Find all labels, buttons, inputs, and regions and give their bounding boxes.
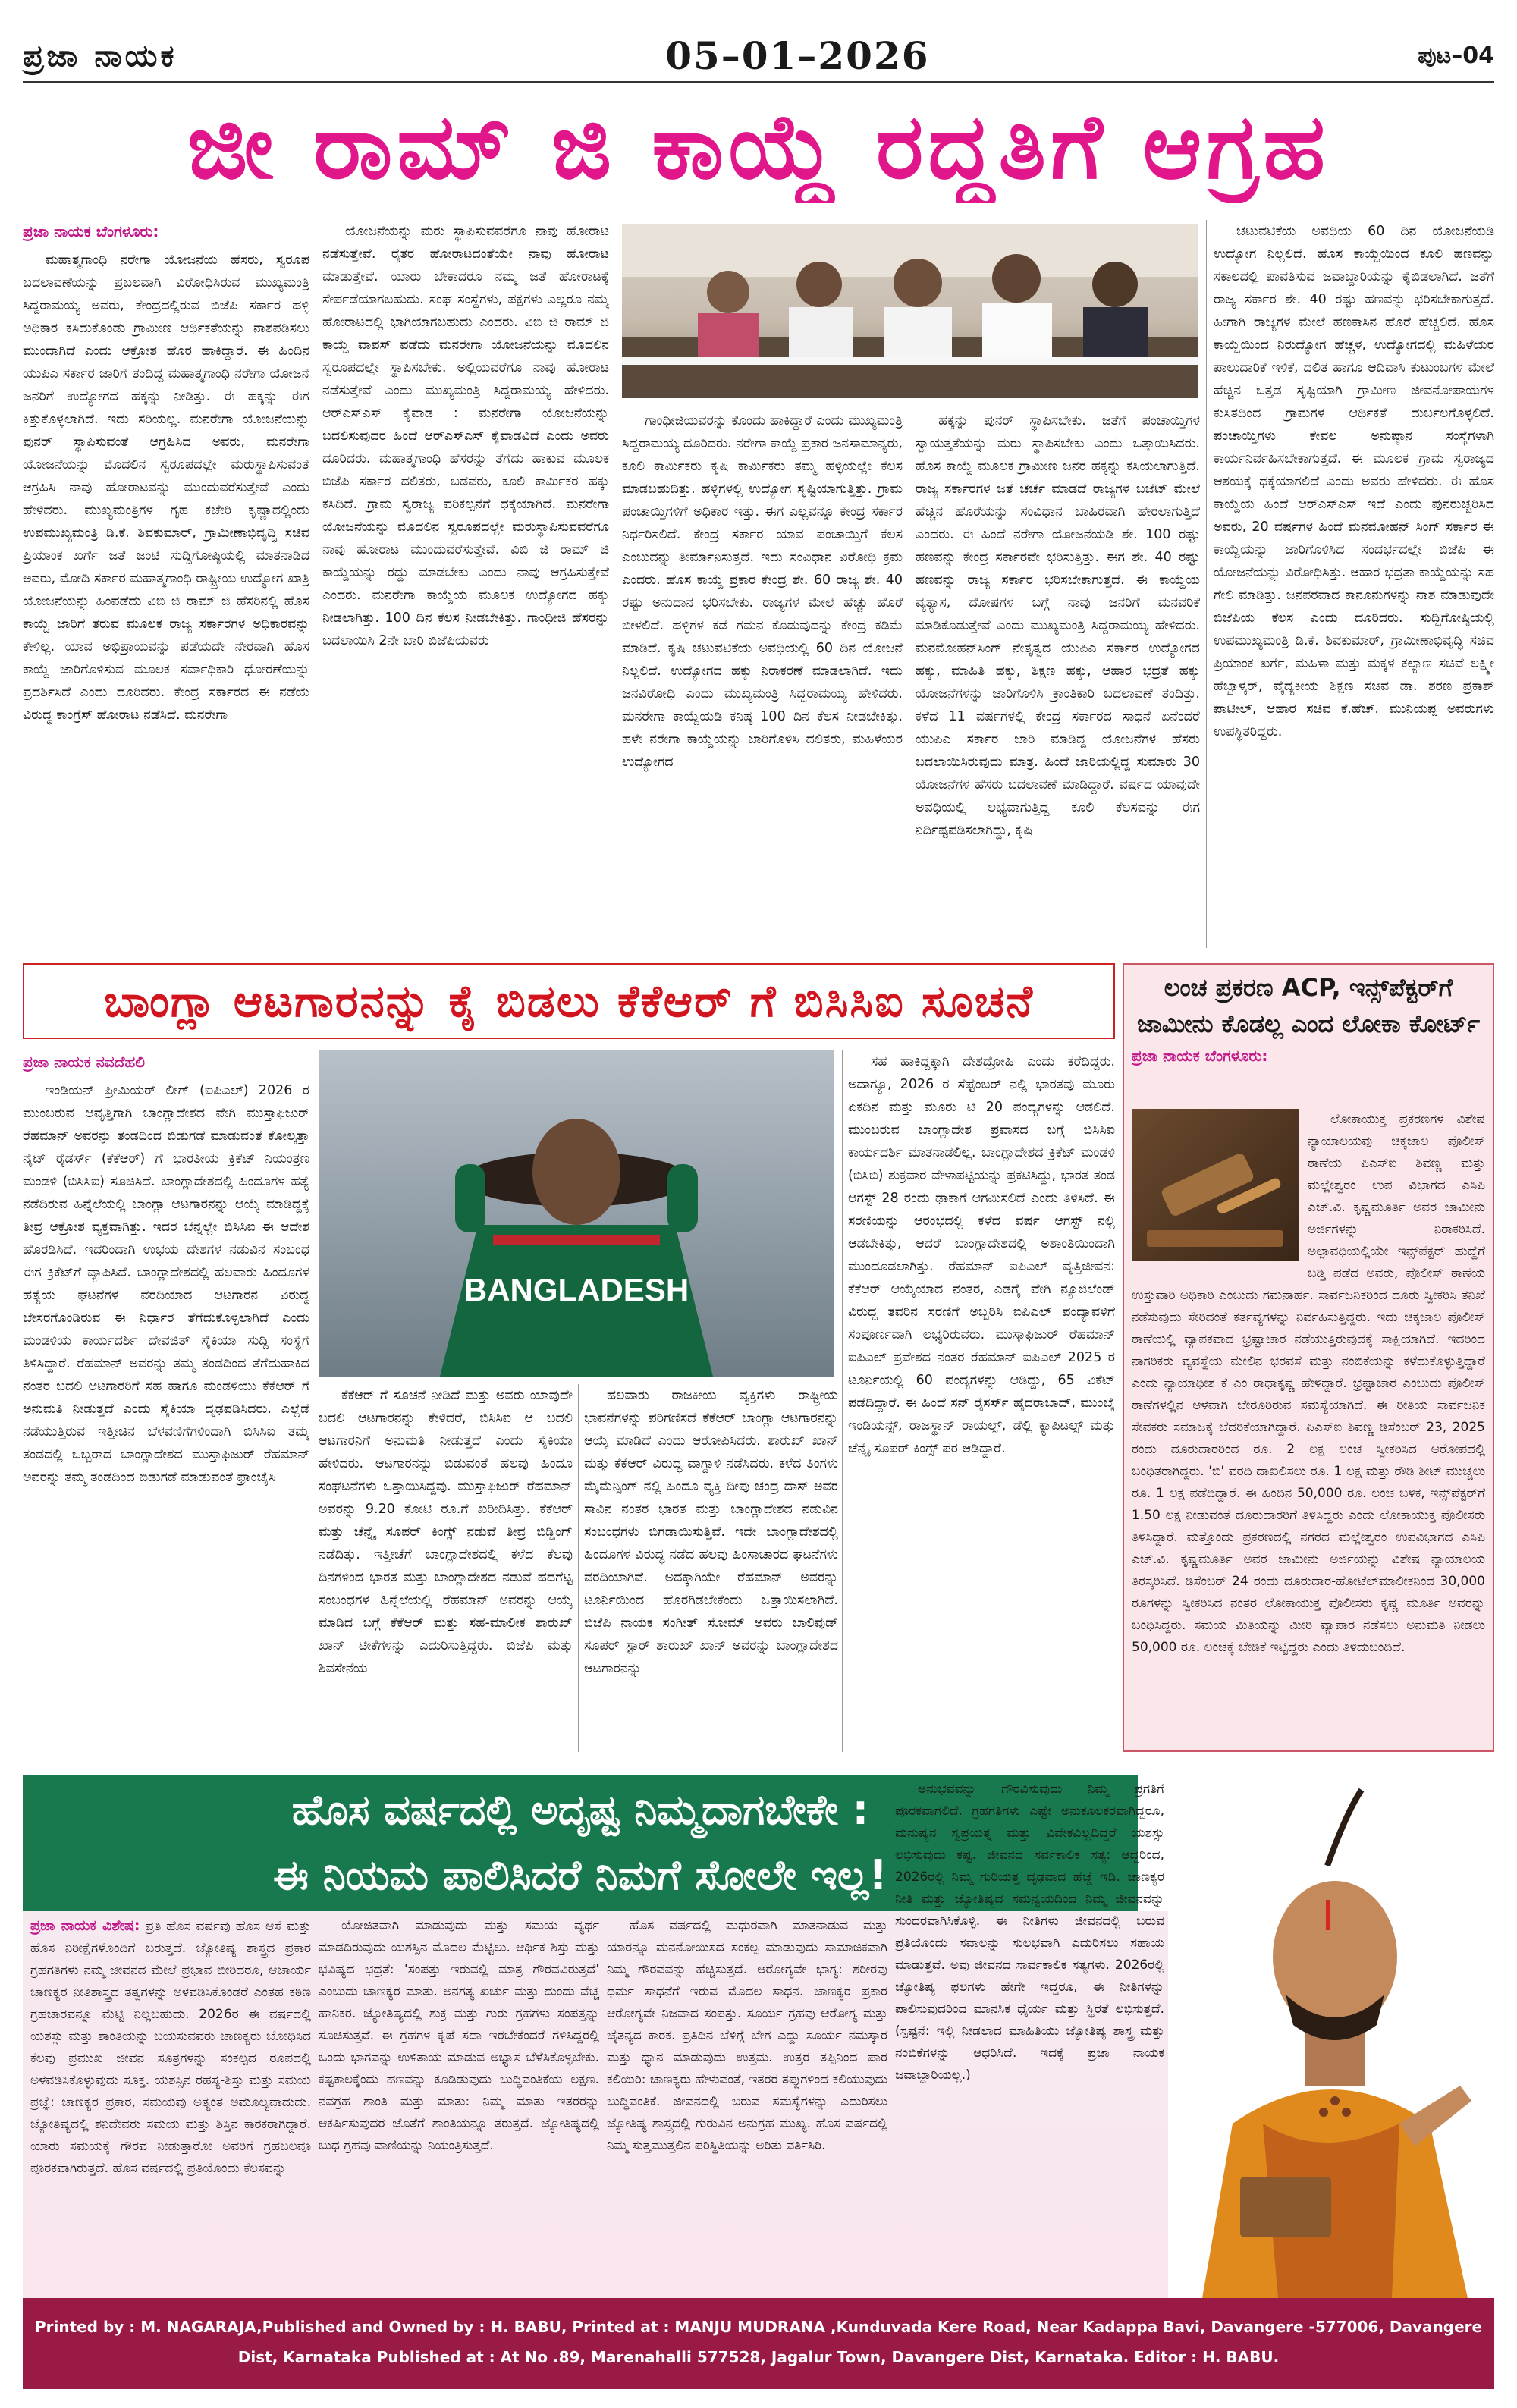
newyear-headline-line1: ಹೊಸ ವರ್ಷದಲ್ಲಿ ಅದೃಷ್ಟ ನಿಮ್ಮದಾಗಬೇಕೇ :: [291, 1786, 869, 1834]
newyear-headline-line2: ಈ ನಿಯಮ ಪಾಲಿಸಿದರೆ ನಿಮಗೆ ಸೋಲೇ ಇಲ್ಲ!: [273, 1851, 887, 1899]
imprint-footer: [23, 2298, 1494, 2389]
lokayukta-byline: ಪ್ರಜಾ ನಾಯಕ ಬೆಂಗಳೂರು:: [1132, 1047, 1268, 1065]
newyear-text-1: ಪ್ರತಿ ಹೊಸ ವರ್ಷವು ಹೊಸ ಆಸೆ ಮತ್ತು ಹೊಸ ನಿರೀಕ್ಷೆಗಳೊಂದಿಗೆ ಬರುತ್ತದೆ. ಜ್ಯೋತಿಷ್ಯ ಶಾಸ್ತ್ರದ ಪ್ರಕಾರ ಗ್ರಹಗತಿಗಳು ನಮ್ಮ ಜೀವನದ ಮೇಲೆ ಪ್ರಭಾವ ಬೀರಿದರೂ, ಆಚಾರ್ಯ ಚಾಣಕ್ಯರ ನೀತಿಶಾಸ್ತ್ರದ ತತ್ವಗಳನ್ನು ಅಳವಡಿಸಿಕೊಂಡರೆ ಎಂತಹ ಕಠಿಣ ಗ್ರಹಚಾರವನ್ನೂ ಮೆಟ್ಟಿ ನಿಲ್ಲಬಹುದು. 2026ರ ಈ ವರ್ಷದಲ್ಲಿ ಯಶಸ್ಸು ಮತ್ತು ಶಾಂತಿಯನ್ನು ಬಯಸುವವರು ಚಾಣಕ್ಯರು ಬೋಧಿಸಿದ ಕೆಲವು ಪ್ರಮುಖ ಜೀವನ ಸೂತ್ರಗಳನ್ನು ಸಂಕಲ್ಪದ ರೂಪದಲ್ಲಿ ಅಳವಡಿಸಿಕೊಳ್ಳುವುದು ಸೂಕ್ತ. ಯಶಸ್ಸಿನ ರಹಸ್ಯ-ಶಿಸ್ತು ಮತ್ತು ಸಮಯ ಪ್ರಜ್ಞೆ: ಚಾಣಕ್ಯರ ಪ್ರಕಾರ, ಸಮಯವು ಅತ್ಯಂತ ಅಮೂಲ್ಯವಾದುದು. ಜ್ಯೋತಿಷ್ಯದಲ್ಲಿ ಶನಿದೇವರು ಸಮಯ ಮತ್ತು ಶಿಸ್ತಿನ ಕಾರಕರಾಗಿದ್ದಾರೆ. ಯಾರು ಸಮಯಕ್ಕೆ ಗೌರವ ನೀಡುತ್ತಾರೋ ಅವರಿಗೆ ಗ್ರಹಬಲವೂ ಪೂರಕವಾಗಿರುತ್ತದೆ. ಹೊಸ ವರ್ಷದಲ್ಲಿ ಪ್ರತಿಯೊಂದು ಕೆಲಸವನ್ನು: [30, 1919, 311, 2176]
cricketer-photo: [319, 1050, 834, 1377]
imprint-line-1: Printed by : M. NAGARAJA,Published and Owned by : H. BABU, Printed at : MANJU MUDRANA ,Kunduvada Kere Road, Near Kadappa Bavi, Davangere -577006, Davangere: [34, 2318, 1483, 2336]
cricket-byline: ಪ್ರಜಾ ನಾಯಕ ನವದೆಹಲಿ: [23, 1053, 146, 1071]
column-divider: [578, 1384, 579, 1752]
newspaper-name: ಪ್ರಜಾ ನಾಯಕ: [23, 38, 177, 74]
lead-text-5: ಚಟುವಟಿಕೆಯ ಅವಧಿಯ 60 ದಿನ ಯೋಜನೆಯಡಿ ಉದ್ಯೋಗ ನಿಲ್ಲಲಿದೆ. ಹೊಸ ಕಾಯ್ದೆಯಿಂದ ಕೂಲಿ ಹಣವನ್ನು ಸಕಾಲದಲ್ಲಿ ಪಾವತಿಸುವ ಜವಾಬ್ದಾರಿಯನ್ನು ಕೈಬಿಡಲಾಗಿದೆ. ಜತೆಗೆ ರಾಜ್ಯ ಸರ್ಕಾರ ಶೇ. 40 ರಷ್ಟು ಹಣವನ್ನು ಭರಿಸಬೇಕಾಗುತ್ತದೆ. ಹೀಗಾಗಿ ರಾಜ್ಯಗಳ ಮೇಲೆ ಹಣಕಾಸಿನ ಹೊರೆ ಹೆಚ್ಚಲಿದೆ. ಹೊಸ ಕಾಯ್ದೆಯಿಂದ ನಿರುದ್ಯೋಗ ಹೆಚ್ಚಳ, ಉದ್ಯೋಗದಲ್ಲಿ ಮಹಿಳೆಯರ ಪಾಲುದಾರಿಕೆ ಇಳಿಕೆ, ದಲಿತ ಹಾಗೂ ಆದಿವಾಸಿ ಕುಟುಂಬಗಳ ಮೇಲೆ ಹೆಚ್ಚಿನ ಒತ್ತಡ ಸೃಷ್ಟಿಯಾಗಿ ಗ್ರಾಮೀಣ ಜೀವನೋಪಾಯಗಳ ಕುಸಿತದಿಂದ ಗ್ರಾಮಗಳ ಆರ್ಥಿಕತೆ ದುರ್ಬಲಗೊಳ್ಳಲಿದೆ. ಪಂಚಾಯ್ತಿಗಳು ಕೇವಲ ಅನುಷ್ಠಾನ ಸಂಸ್ಥೆಗಳಾಗಿ ಕಾರ್ಯನಿರ್ವಹಿಸಬೇಕಾಗುತ್ತದೆ. ಈ ಮೂಲಕ ಗ್ರಾಮ ಸ್ವರಾಜ್ಯದ ಆಶಯಕ್ಕೆ ಧಕ್ಕೆಯಾಗಲಿದೆ ಎಂದು ಅವರು ಹೇಳಿದರು. ಈ ಹೊಸ ಕಾಯ್ದೆಯ ಹಿಂದೆ ಆರ್‌ಎಸ್‌ಎಸ್ ಇದೆ ಎಂದು ಪುನರುಚ್ಚರಿಸಿದ ಅವರು, 20 ವರ್ಷಗಳ ಹಿಂದೆ ಮನಮೋಹನ್ ಸಿಂಗ್ ಸರ್ಕಾರ ಈ ಕಾಯ್ದೆಯನ್ನು ಜಾರಿಗೊಳಿಸಿದ ಸಂದರ್ಭದಲ್ಲೇ ಬಿಜೆಪಿ ಈ ಯೋಜನೆಯನ್ನು ವಿರೋಧಿಸಿತ್ತು. ಆಹಾರ ಭದ್ರತಾ ಕಾಯ್ದೆಯನ್ನು ಸಹ ಗೇಲಿ ಮಾಡಿತ್ತು. ಜನಪರವಾದ ಕಾನೂನುಗಳನ್ನು ನಾಶ ಮಾಡುವುದೇ ಬಿಜೆಪಿಯ ಕೆಲಸ ಎಂದು ದೂರಿದರು. ಸುದ್ದಿಗೋಷ್ಠಿಯಲ್ಲಿ ಉಪಮುಖ್ಯಮಂತ್ರಿ ಡಿ.ಕೆ. ಶಿವಕುಮಾರ್, ಗ್ರಾಮೀಣಾಭಿವೃದ್ಧಿ ಸಚಿವ ಪ್ರಿಯಾಂಕ ಖರ್ಗೆ, ಮಹಿಳಾ ಮತ್ತು ಮಕ್ಕಳ ಕಲ್ಯಾಣ ಸಚಿವೆ ಲಕ್ಷ್ಮೀ ಹೆಬ್ಬಾಳ್ಕರ್, ವೈದ್ಯಕೀಯ ಶಿಕ್ಷಣ ಸಚಿವ ಡಾ. ಶರಣ ಪ್ರಕಾಶ್ ಪಾಟೀಲ್, ಆಹಾರ ಸಚಿವ ಕೆ.ಹೆಚ್. ಮುನಿಯಪ್ಪ ಅವರುಗಳು ಉಪಸ್ಥಿತರಿದ್ದರು.: [1214, 224, 1494, 739]
cricket-text-2: ಕೆಕೆಆರ್ ಗೆ ಸೂಚನೆ ನೀಡಿದೆ ಮತ್ತು ಅವರು ಯಾವುದೇ ಬದಲಿ ಆಟಗಾರನನ್ನು ಕೇಳಿದರೆ, ಬಿಸಿಸಿಐ ಆ ಬದಲಿ ಆಟಗಾರನಿಗೆ ಅನುಮತಿ ನೀಡುತ್ತದೆ ಎಂದು ಸೈಕಿಯಾ ಹೇಳಿದರು. ಆಟಗಾರನನ್ನು ಬಿಡುವಂತೆ ಹಲವು ಹಿಂದೂ ಸಂಘಟನೆಗಳು ಒತ್ತಾಯಿಸಿದ್ದವು. ಮುಸ್ತಾಫಿಜುರ್ ರೆಹಮಾನ್ ಅವರನ್ನು 9.20 ಕೋಟಿ ರೂ.ಗೆ ಖರೀದಿಸಿತ್ತು. ಕೆಕೆಆರ್ ಮತ್ತು ಚೆನ್ನೈ ಸೂಪರ್ ಕಿಂಗ್ಸ್ ನಡುವೆ ತೀವ್ರ ಬಿಡ್ಡಿಂಗ್ ನಡೆದಿತ್ತು. ಇತ್ತೀಚೆಗೆ ಬಾಂಗ್ಲಾದೇಶದಲ್ಲಿ ಕಳೆದ ಕೆಲವು ದಿನಗಳಿಂದ ಭಾರತ ಮತ್ತು ಬಾಂಗ್ಲಾದೇಶದ ನಡುವೆ ಹದಗೆಟ್ಟ ಸಂಬಂಧಗಳ ಹಿನ್ನೆಲೆಯಲ್ಲಿ ರೆಹಮಾನ್ ಅವರನ್ನು ಆಯ್ಕೆ ಮಾಡಿದ ಬಗ್ಗೆ ಕೆಕೆಆರ್ ಮತ್ತು ಸಹ-ಮಾಲೀಕ ಶಾರುಖ್ ಖಾನ್ ಟೀಕೆಗಳನ್ನು ಎದುರಿಸುತ್ತಿದ್ದರು. ಬಿಜೆಪಿ ಮತ್ತು ಶಿವಸೇನೆಯ: [319, 1388, 573, 1676]
lead-byline: ಪ್ರಜಾ ನಾಯಕ ಬೆಂಗಳೂರು:: [23, 222, 159, 240]
lead-column-3: [622, 410, 903, 948]
lokayukta-headline: ಲಂಚ ಪ್ರಕರಣ ACP, ಇನ್ಸ್‌ಪೆಕ್ಟರ್‌ಗೆ ಜಾಮೀನು ಕೊಡಲ್ಲ ಎಂದ ಲೋಕಾ ಕೋರ್ಟ್: [1136, 973, 1481, 1038]
cricket-column-2: [319, 1384, 573, 1752]
imprint-line-2: Dist, Karnataka Published at : At No .89, Marenahalli 577528, Jagalur Town, Davangere Dist, Karnataka. Editor : H. BABU.: [237, 2348, 1280, 2366]
lead-text-1: ಮಹಾತ್ಮಗಾಂಧಿ ನರೇಗಾ ಯೋಜನೆಯ ಹೆಸರು, ಸ್ವರೂಪ ಬದಲಾವಣೆಯನ್ನು ಪ್ರಬಲವಾಗಿ ವಿರೋಧಿಸಿರುವ ಮುಖ್ಯಮಂತ್ರಿ ಸಿದ್ದರಾಮಯ್ಯ ಅವರು, ಕೇಂದ್ರದಲ್ಲಿರುವ ಬಿಜೆಪಿ ಸರ್ಕಾರ ಹಳ್ಳಿ ಅಧಿಕಾರ ಕಸಿದುಕೊಂಡು ಗ್ರಾಮೀಣ ಆರ್ಥಿಕತೆಯನ್ನು ನಾಶಪಡಿಸಲು ಮುಂದಾಗಿದೆ ಎಂದು ಆಕ್ರೋಶ ಹೊರ ಹಾಕಿದ್ದಾರೆ. ಈ ಹಿಂದಿನ ಯುಪಿಎ ಸರ್ಕಾರ ಜಾರಿಗೆ ತಂದಿದ್ದ ಮಹಾತ್ಮಗಾಂಧಿ ನರೇಗಾ ಯೋಜನೆ ಜನರಿಗೆ ಉದ್ಯೋಗದ ಹಕ್ಕನ್ನು ನೀಡಿತ್ತು. ಈ ಹಕ್ಕನ್ನು ಈಗ ಕಿತ್ತುಕೊಳ್ಳಲಾಗಿದೆ. ಇದು ಸರಿಯಲ್ಲ. ಮನರೇಗಾ ಯೋಜನೆಯನ್ನು ಪುನರ್ ಸ್ಥಾಪಿಸುವಂತೆ ಆಗ್ರಹಿಸಿದ ಅವರು, ಮನರೇಗಾ ಯೋಜನೆಯನ್ನು ಮೊದಲಿನ ಸ್ವರೂಪದಲ್ಲೇ ಮರುಸ್ಥಾಪಿಸುವಂತೆ ಆಗ್ರಹಿಸಿ ನಾವು ಹೋರಾಟವನ್ನು ಮುಂದುವರೆಸುತ್ತೇವೆ ಎಂದು ಹೇಳಿದರು. ಮುಖ್ಯಮಂತ್ರಿಗಳ ಗೃಹ ಕಚೇರಿ ಕೃಷ್ಣಾದಲ್ಲಿಂದು ಉಪಮುಖ್ಯಮಂತ್ರಿ ಡಿ.ಕೆ. ಶಿವಕುಮಾರ್, ಗ್ರಾಮೀಣಾಭಿವೃದ್ಧಿ ಸಚಿವ ಪ್ರಿಯಾಂಕ ಖರ್ಗೆ ಜತೆ ಜಂಟಿ ಸುದ್ದಿಗೋಷ್ಠಿಯಲ್ಲಿ ಮಾತನಾಡಿದ ಅವರು, ಮೋದಿ ಸರ್ಕಾರ ಮಹಾತ್ಮಗಾಂಧಿ ರಾಷ್ಟ್ರೀಯ ಉದ್ಯೋಗ ಖಾತ್ರಿ ಯೋಜನೆಯನ್ನು ಹಿಂಪಡೆದು ವಿಬಿ ಜಿ ರಾಮ್ ಜಿ ಹೆಸರಿನಲ್ಲಿ ಹೊಸ ಕಾಯ್ದೆ ಜಾರಿಗೆ ತರುವ ಮೂಲಕ ರಾಜ್ಯ ಸರ್ಕಾರಗಳ ಅಧಿಕಾರವನ್ನು ಕೇಳಿಲ್ಲ. ಯಾವ ಅಭಿಪ್ರಾಯವನ್ನು ಪಡೆಯದೇ ನೇರವಾಗಿ ಹೊಸ ಕಾಯ್ದೆ ಜಾರಿಗೊಳಿಸುವ ಮೂಲಕ ಸರ್ವಾಧಿಕಾರಿ ಧೋರಣೆಯನ್ನು ಪ್ರದರ್ಶಿಸಿದೆ ಎಂದು ದೂರಿದರು. ಕೇಂದ್ರ ಸರ್ಕಾರದ ಈ ನಡೆಯ ವಿರುದ್ಧ ಕಾಂಗ್ರೆಸ್ ಹೋರಾಟ ನಡೆಸಿದೆ. ಮನರೇಗಾ: [23, 253, 309, 723]
jersey-text: BANGLADESH: [463, 1272, 689, 1308]
lead-headline: ಜೀ ರಾಮ್ ಜಿ ಕಾಯ್ದೆ ರದ್ದತಿಗೆ ಆಗ್ರಹ: [187, 94, 1330, 199]
newyear-text-3: ಹೊಸ ವರ್ಷದಲ್ಲಿ ಮಧುರವಾಗಿ ಮಾತನಾಡುವ ಮತ್ತು ಯಾರನ್ನೂ ಮನನೋಯಿಸದ ಸಂಕಲ್ಪ ಮಾಡುವುದು ಸಾಮಾಜಿಕವಾಗಿ ನಿಮ್ಮ ಗೌರವವನ್ನು ಹೆಚ್ಚಿಸುತ್ತದೆ. ಆರೋಗ್ಯವೇ ಭಾಗ್ಯ: ಶರೀರವು ಧರ್ಮ ಸಾಧನೆಗೆ ಇರುವ ಮೊದಲ ಸಾಧನ. ಚಾಣಕ್ಯರ ಪ್ರಕಾರ ಆರೋಗ್ಯವೇ ನಿಜವಾದ ಸಂಪತ್ತು. ಸೂರ್ಯ ಗ್ರಹವು ಆರೋಗ್ಯ ಮತ್ತು ಚೈತನ್ಯದ ಕಾರಕ. ಪ್ರತಿದಿನ ಬೆಳಿಗ್ಗೆ ಬೇಗ ಎದ್ದು ಸೂರ್ಯ ನಮಸ್ಕಾರ ಮತ್ತು ಧ್ಯಾನ ಮಾಡುವುದು ಉತ್ತಮ. ಉತ್ತರ ತಪ್ಪಿನಿಂದ ಪಾಠ ಕಲಿಯಿರಿ: ಚಾಣಕ್ಯರು ಹೇಳುವಂತೆ, ಇತರರ ತಪ್ಪುಗಳಿಂದ ಕಲಿಯುವುದು ಬುದ್ಧಿವಂತಿಕೆ. ಜೀವನದಲ್ಲಿ ಬರುವ ಸಮಸ್ಯೆಗಳನ್ನು ಎದುರಿಸಲು ಜ್ಯೋತಿಷ್ಯ ಶಾಸ್ತ್ರದಲ್ಲಿ ಗುರುವಿನ ಅನುಗ್ರಹ ಮುಖ್ಯ. ಹೊಸ ವರ್ಷದಲ್ಲಿ ನಿಮ್ಮ ಸುತ್ತಮುತ್ತಲಿನ ಪರಿಸ್ಥಿತಿಯನ್ನು ಅರಿತು ವರ್ತಿಸಿರಿ.: [607, 1918, 887, 2153]
lead-column-5: [1214, 220, 1494, 948]
newyear-byline: ಪ್ರಜಾ ನಾಯಕ ವಿಶೇಷ:: [30, 1917, 140, 1934]
lead-column-4: [916, 220, 1200, 948]
lead-column-1: [23, 220, 309, 948]
lokayukta-box: [1123, 963, 1494, 1752]
lead-column-2: [322, 220, 609, 948]
cricket-column-1: [23, 1050, 309, 1752]
masthead: [23, 30, 1494, 83]
lokayukta-body: ಲೋಕಾಯುಕ್ತ ಪ್ರಕರಣಗಳ ವಿಶೇಷ ನ್ಯಾಯಾಲಯವು ಚಿಕ್ಕಜಾಲ ಪೊಲೀಸ್ ಠಾಣೆಯ ಪಿಎಸ್‌ಐ ಶಿವಣ್ಣ ಮತ್ತು ಮಲ್ಲೇಶ್ವರಂ ಉಪ ವಿಭಾಗದ ಎಸಿಪಿ ಎಚ್.ವಿ. ಕೃಷ್ಣಮೂರ್ತಿ ಅವರ ಜಾಮೀನು ಅರ್ಜಿಗಳನ್ನು ನಿರಾಕರಿಸಿದೆ. ಅಲ್ಪಾವಧಿಯಲ್ಲಿಯೇ ಇನ್ಸ್‌ಪೆಕ್ಟರ್ ಹುದ್ದೆಗೆ ಬಡ್ತಿ ಪಡೆದ ಅವರು, ಪೊಲೀಸ್ ಠಾಣೆಯ ಉಸ್ತುವಾರಿ ಅಧಿಕಾರಿ ಎಂಬುದು ಗಮನಾರ್ಹ. ಸಾರ್ವಜನಿಕರಿಂದ ದೂರು ಸ್ವೀಕರಿಸಿ ತನಿಖೆ ನಡೆಸುವುದು ಸೇರಿದಂತೆ ಕರ್ತವ್ಯಗಳನ್ನು ನಿರ್ವಹಿಸುತ್ತಿದ್ದರು. ಇದು ಚಿಕ್ಕಜಾಲ ಪೊಲೀಸ್ ಠಾಣೆಯಲ್ಲಿ ವ್ಯಾಪಕವಾದ ಭ್ರಷ್ಟಾಚಾರ ನಡೆಯುತ್ತಿರುವುದಕ್ಕೆ ಸಾಕ್ಷಿಯಾಗಿದೆ. ಇದರಿಂದ ನಾಗರಿಕರು ವ್ಯವಸ್ಥೆಯ ಮೇಲಿನ ಭರವಸೆ ಮತ್ತು ನಂಬಿಕೆಯನ್ನು ಕಳೆದುಕೊಳ್ಳುತ್ತಿದ್ದಾರೆ ಎಂದು ನ್ಯಾಯಾಧೀಶ ಕೆ ಎಂ ರಾಧಾಕೃಷ್ಣ ಹೇಳಿದ್ದಾರೆ. ಭ್ರಷ್ಟಾಚಾರ ಎಂಬುದು ಪೊಲೀಸ್ ಠಾಣೆಗಳಲ್ಲಿನ ಆಳವಾಗಿ ಬೇರೂರಿರುವ ಸಮಸ್ಯೆಯಾಗಿದೆ. ಈ ರೀತಿಯ ಸಾರ್ವಜನಿಕ ಸೇವಕರು ಸಮಾಜಕ್ಕೆ ಬೆದರಿಕೆಯಾಗಿದ್ದಾರೆ. ಪಿಎಸ್‌ಐ ಶಿವಣ್ಣ ಡಿಸೆಂಬರ್ 23, 2025 ರಂದು ದೂರುದಾರರಿಂದ ರೂ. 2 ಲಕ್ಷ ಲಂಚ ಸ್ವೀಕರಿಸಿದ ಆರೋಪದಲ್ಲಿ ಬಂಧಿತರಾಗಿದ್ದರು. 'ಬಿ' ವರದಿ ದಾಖಲಿಸಲು ರೂ. 1 ಲಕ್ಷ ಮತ್ತು ರೌಡಿ ಶೀಟ್ ಮುಚ್ಚಲು ರೂ. 1 ಲಕ್ಷ ಪಡೆದಿದ್ದಾರೆ. ಈ ಹಿಂದಿನ 50,000 ರೂ. ಲಂಚ ಬಳಿಕ, ಇನ್ಸ್‌ಪೆಕ್ಟರ್‌ಗೆ 1.50 ಲಕ್ಷ ನೀಡುವಂತೆ ದೂರುದಾರರಿಗೆ ತಿಳಿಸಿದ್ದರು ಎಂದು ಲೋಕಾಯುಕ್ತ ಪೊಲೀಸರು ತಿಳಿಸಿದ್ದಾರೆ. ಮತ್ತೊಂದು ಪ್ರಕರಣದಲ್ಲಿ ನಗರದ ಮಲ್ಲೇಶ್ವರಂ ಉಪವಿಭಾಗದ ಎಸಿಪಿ ಎಚ್.ವಿ. ಕೃಷ್ಣಮೂರ್ತಿ ಅವರ ಜಾಮೀನು ಅರ್ಜಿಯನ್ನು ವಿಶೇಷ ನ್ಯಾಯಾಲಯ ತಿರಸ್ಕರಿಸಿದೆ. ಡಿಸೆಂಬರ್ 24 ರಂದು ದೂರುದಾರ-ಹೋಟೆಲ್‌ಮಾಲೀಕನಿಂದ 30,000 ರೂಗಳನ್ನು ಸ್ವೀಕರಿಸಿದ ನಂತರ ಲೋಕಾಯುಕ್ತ ಪೊಲೀಸರು ಕೃಷ್ಣ ಮೂರ್ತಿ ಅವರನ್ನು ಬಂಧಿಸಿದ್ದರು. ಸಮಯ ಮಿತಿಯನ್ನು ಮೀರಿ ವ್ಯಾಪಾರ ನಡೆಸಲು ಅನುಮತಿ ನೀಡಲು 50,000 ರೂ. ಲಂಚಕ್ಕೆ ಬೇಡಿಕೆ ಇಟ್ಟಿದ್ದರು ಎಂದು ತಿಳಿದುಬಂದಿದೆ.: [1132, 1112, 1485, 1655]
newyear-column-2: [319, 1915, 599, 2294]
chanakya-illustration: [1172, 1767, 1494, 2298]
lead-text-2: ಯೋಜನೆಯನ್ನು ಮರು ಸ್ಥಾಪಿಸುವವರೆಗೂ ನಾವು ಹೋರಾಟ ನಡೆಸುತ್ತೇವೆ. ರೈತರ ಹೋರಾಟದಂತೆಯೇ ನಾವು ಹೋರಾಟ ಮಾಡುತ್ತೇವೆ. ಯಾರು ಬೇಕಾದರೂ ನಮ್ಮ ಜತೆ ಹೋರಾಟಕ್ಕೆ ಸೇರ್ಪಡೆಯಾಗಬಹುದು. ಸಂಘ ಸಂಸ್ಥೆಗಳು, ಪಕ್ಷಗಳು ಎಲ್ಲರೂ ನಮ್ಮ ಹೋರಾಟದಲ್ಲಿ ಭಾಗಿಯಾಗಬಹುದು ಎಂದರು. ವಿಬಿ ಜಿ ರಾಮ್ ಜಿ ಕಾಯ್ದೆ ವಾಪಸ್ ಪಡೆದು ಮನರೇಗಾ ಯೋಜನೆಯನ್ನು ಮೊದಲಿನ ಸ್ವರೂಪದಲ್ಲೇ ಸ್ಥಾಪಿಸಬೇಕು. ಅಲ್ಲಿಯವರೆಗೂ ನಾವು ಹೋರಾಟ ನಡೆಸುತ್ತೇವೆ ಎಂದು ಮುಖ್ಯಮಂತ್ರಿ ಸಿದ್ದರಾಮಯ್ಯ ಹೇಳಿದರು. ಆರ್‌ಎಸ್‌ಎಸ್ ಕೈವಾಡ : ಮನರೇಗಾ ಯೋಜನೆಯನ್ನು ಬದಲಿಸುವುದರ ಹಿಂದೆ ಆರ್‌ಎಸ್‌ಎಸ್ ಕೈವಾಡವಿದೆ ಎಂದು ಅವರು ದೂರಿದರು. ಮಹಾತ್ಮಗಾಂಧಿ ಹೆಸರನ್ನು ತೆಗೆದು ಹಾಕುವ ಮೂಲಕ ಬಿಜೆಪಿ ಸರ್ಕಾರ ದಲಿತರು, ಬಡವರು, ಕೂಲಿ ಕಾರ್ಮಿಕರ ಹಕ್ಕು ಕಸಿದಿದೆ. ಗ್ರಾಮ ಸ್ವರಾಜ್ಯ ಪರಿಕಲ್ಪನೆಗೆ ಧಕ್ಕೆಯಾಗಿದೆ. ಮನರೇಗಾ ಯೋಜನೆಯನ್ನು ಮೊದಲಿನ ಸ್ವರೂಪದಲ್ಲೇ ಮರುಸ್ಥಾಪಿಸುವವರೆಗೂ ನಾವು ಹೋರಾಟ ಮುಂದುವರೆಸುತ್ತೇವೆ. ವಿಬಿ ಜಿ ರಾಮ್ ಜಿ ಕಾಯ್ದೆಯನ್ನು ರದ್ದು ಮಾಡಬೇಕು ಎಂದು ನಾವು ಆಗ್ರಹಿಸುತ್ತೇವೆ ಎಂದರು. ಮನರೇಗಾ ಕಾಯ್ದೆಯ ಮೂಲಕ ಉದ್ಯೋಗದ ಹಕ್ಕು ನೀಡಲಾಗಿತ್ತು. 100 ದಿನ ಕೆಲಸ ನೀಡಬೇಕಿತ್ತು. ಗಾಂಧೀಜಿ ಹೆಸರನ್ನು ಬದಲಾಯಿಸಿ 2ನೇ ಬಾರಿ ಬಿಜೆಪಿಯವರು: [322, 224, 609, 648]
lead-text-4: ಹಕ್ಕನ್ನು ಪುನರ್ ಸ್ಥಾಪಿಸಬೇಕು. ಜತೆಗೆ ಪಂಚಾಯ್ತಿಗಳ ಸ್ವಾಯತ್ತತೆಯನ್ನು ಮರು ಸ್ಥಾಪಿಸಬೇಕು ಎಂದು ಒತ್ತಾಯಿಸಿದರು. ಹೊಸ ಕಾಯ್ದೆ ಮೂಲಕ ಗ್ರಾಮೀಣ ಜನರ ಹಕ್ಕನ್ನು ಕಸಿಯಲಾಗುತ್ತಿದೆ. ರಾಜ್ಯ ಸರ್ಕಾರಗಳ ಜತೆ ಚರ್ಚೆ ಮಾಡದೆ ರಾಜ್ಯಗಳ ಬಜೆಟ್ ಮೇಲೆ ಹೆಚ್ಚಿನ ಹೊರೆಯನ್ನು ಸಂವಿಧಾನ ಬಾಹಿರವಾಗಿ ಹೇರಲಾಗುತ್ತಿದೆ ಎಂದರು. ಈ ಹಿಂದೆ ನರೇಗಾ ಯೋಜನೆಯಡಿ ಶೇ. 100 ರಷ್ಟು ಹಣವನ್ನು ಕೇಂದ್ರ ಸರ್ಕಾರವೇ ಭರಿಸುತ್ತಿತ್ತು. ಈಗ ಶೇ. 40 ರಷ್ಟು ಹಣವನ್ನು ರಾಜ್ಯ ಸರ್ಕಾರ ಭರಿಸಬೇಕಾಗುತ್ತದೆ. ಈ ಕಾಯ್ದೆಯ ವ್ಯತ್ಯಾಸ, ದೋಷಗಳ ಬಗ್ಗೆ ನಾವು ಜನರಿಗೆ ಮನವರಿಕೆ ಮಾಡಿಕೊಡುತ್ತೇವೆ ಎಂದು ಮುಖ್ಯಮಂತ್ರಿ ಸಿದ್ದರಾಮಯ್ಯ ಹೇಳಿದರು. ಮನಮೋಹನ್‌ಸಿಂಗ್ ನೇತೃತ್ವದ ಯುಪಿಎ ಸರ್ಕಾರ ಉದ್ಯೋಗದ ಹಕ್ಕು, ಮಾಹಿತಿ ಹಕ್ಕು, ಶಿಕ್ಷಣ ಹಕ್ಕು, ಆಹಾರ ಭದ್ರತೆ ಹಕ್ಕು ಯೋಜನೆಗಳನ್ನು ಜಾರಿಗೊಳಿಸಿ ಕ್ರಾಂತಿಕಾರಿ ಬದಲಾವಣೆ ತಂದಿತ್ತು. ಕಳೆದ 11 ವರ್ಷಗಳಲ್ಲಿ ಕೇಂದ್ರ ಸರ್ಕಾರದ ಸಾಧನೆ ಏನೆಂದರೆ ಯುಪಿಎ ಸರ್ಕಾರ ಜಾರಿ ಮಾಡಿದ್ದ ಯೋಜನೆಗಳ ಹೆಸರು ಬದಲಾಯಿಸಿರುವುದು ಮಾತ್ರ. ಹಿಂದೆ ಜಾರಿಯಲ್ಲಿದ್ದ ಸುಮಾರು 30 ಯೋಜನೆಗಳ ಹೆಸರು ಬದಲಾವಣೆ ಮಾಡಿದ್ದಾರೆ. ವರ್ಷದ ಯಾವುದೇ ಅವಧಿಯಲ್ಲಿ ಲಭ್ಯವಾಗುತ್ತಿದ್ದ ಕೂಲಿ ಕೆಲಸವನ್ನು ಈಗ ನಿರ್ದಿಷ್ಟಪಡಿಸಲಾಗಿದ್ದು, ಕೃಷಿ: [916, 413, 1200, 838]
cricket-headline: ಬಾಂಗ್ಲಾ ಆಟಗಾರನನ್ನು ಕೈ ಬಿಡಲು ಕೆಕೆಆರ್ ಗೆ ಬಿಸಿಸಿಐ ಸೂಚನೆ: [23, 963, 1115, 1039]
column-divider: [842, 1050, 843, 1752]
newyear-column-3: [607, 1915, 887, 2294]
cricket-text-1: ಇಂಡಿಯನ್ ಪ್ರೀಮಿಯರ್ ಲೀಗ್ (ಐಪಿಎಲ್) 2026 ರ ಮುಂಬರುವ ಆವೃತ್ತಿಗಾಗಿ ಬಾಂಗ್ಲಾದೇಶದ ವೇಗಿ ಮುಸ್ತಾಫಿಜುರ್ ರೆಹಮಾನ್ ಅವರನ್ನು ತಂಡದಿಂದ ಬಿಡುಗಡೆ ಮಾಡುವಂತೆ ಕೋಲ್ಕತ್ತಾ ನೈಟ್ ರೈಡರ್ಸ್ (ಕೆಕೆಆರ್) ಗೆ ಭಾರತೀಯ ಕ್ರಿಕೆಟ್ ನಿಯಂತ್ರಣ ಮಂಡಳಿ (ಬಿಸಿಸಿಐ) ಸೂಚಿಸಿದೆ. ಬಾಂಗ್ಲಾದೇಶದಲ್ಲಿ ಹಿಂದೂಗಳ ಹತ್ಯೆ ನಡೆದಿರುವ ಹಿನ್ನೆಲೆಯಲ್ಲಿ ಬಾಂಗ್ಲಾ ಆಟಗಾರನನ್ನು ಆಯ್ಕೆ ಮಾಡಿದ್ದಕ್ಕೆ ತೀವ್ರ ಆಕ್ರೋಶ ವ್ಯಕ್ತವಾಗಿತ್ತು. ಇದರ ಬೆನ್ನಲ್ಲೇ ಬಿಸಿಸಿಐ ಈ ಆದೇಶ ಹೊರಡಿಸಿದೆ. ಇದರಿಂದಾಗಿ ಉಭಯ ದೇಶಗಳ ನಡುವಿನ ಸಂಬಂಧ ಈಗ ಕ್ರಿಕೆಟ್‌ಗೆ ವ್ಯಾಪಿಸಿದೆ. ಬಾಂಗ್ಲಾದೇಶದಲ್ಲಿ ಹಲವಾರು ಹಿಂದೂಗಳ ಹತ್ಯೆಯ ಘಟನೆಗಳ ವರದಿಯಾದ ಆಟಗಾರನ ವಿರುದ್ಧ ಬೇಸರಗೊಂಡಿರುವ ಈ ನಿರ್ಧಾರ ತೆಗೆದುಕೊಳ್ಳಲಾಗಿದೆ ಎಂದು ಮಂಡಳಿಯ ಕಾರ್ಯದರ್ಶಿ ದೇವಜಿತ್ ಸೈಕಿಯಾ ಸುದ್ದಿ ಸಂಸ್ಥೆಗೆ ತಿಳಿಸಿದ್ದಾರೆ. ರೆಹಮಾನ್ ಅವರನ್ನು ತಮ್ಮ ತಂಡದಿಂದ ತೆಗೆದುಹಾಕಿದ ನಂತರ ಬದಲಿ ಆಟಗಾರರಿಗೆ ಸಹ ಹಾಗೂ ಮಂಡಳಿಯು ಕೆಕೆಆರ್ ಗೆ ಅನುಮತಿ ನೀಡುತ್ತದೆ ಎಂದು ಸೈಕಿಯಾ ದೃಢಪಡಿಸಿದರು. ಎಲ್ಲೆಡೆ ನಡೆಯುತ್ತಿರುವ ಇತ್ತೀಚಿನ ಬೆಳವಣಿಗೆಗಳಿಂದಾಗಿ ಬಿಸಿಸಿಐ ತಮ್ಮ ತಂಡದಲ್ಲಿ ಒಬ್ಬರಾದ ಬಾಂಗ್ಲಾದೇಶದ ಮುಸ್ತಾಫಿಜುರ್ ರೆಹಮಾನ್ ಅವರನ್ನು ತಮ್ಮ ತಂಡದಿಂದ ಬಿಡುಗಡೆ ಮಾಡುವಂತೆ ಫ್ರಾಂಚೈಸಿ: [23, 1083, 309, 1485]
cricket-text-4: ಸಹ ಹಾಕಿದ್ದಕ್ಕಾಗಿ ದೇಶದ್ರೋಹಿ ಎಂದು ಕರೆದಿದ್ದರು. ಅದಾಗ್ಯೂ, 2026 ರ ಸೆಪ್ಟೆಂಬರ್ ನಲ್ಲಿ ಭಾರತವು ಮೂರು ಏಕದಿನ ಮತ್ತು ಮೂರು ಟಿ 20 ಪಂದ್ಯಗಳನ್ನು ಆಡಲಿದೆ. ಮುಂಬರುವ ಬಾಂಗ್ಲಾದೇಶ ಪ್ರವಾಸದ ಬಗ್ಗೆ ಬಿಸಿಸಿಐ ಕಾರ್ಯದರ್ಶಿ ಮಾತನಾಡಲಿಲ್ಲ. ಬಾಂಗ್ಲಾದೇಶದ ಕ್ರಿಕೆಟ್ ಮಂಡಳಿ (ಬಿಸಿಬಿ) ಶುಕ್ರವಾರ ವೇಳಾಪಟ್ಟಿಯನ್ನು ಪ್ರಕಟಿಸಿದ್ದು, ಭಾರತ ತಂಡ ಆಗಸ್ಟ್ 28 ರಂದು ಢಾಕಾಗೆ ಆಗಮಿಸಲಿದೆ ಎಂದು ತಿಳಿಸಿದೆ. ಈ ಸರಣಿಯನ್ನು ಆರಂಭದಲ್ಲಿ ಕಳೆದ ವರ್ಷ ಆಗಸ್ಟ್ ನಲ್ಲಿ ಆಡಬೇಕಿತ್ತು, ಆದರೆ ಬಾಂಗ್ಲಾದೇಶದಲ್ಲಿ ಅಶಾಂತಿಯಿಂದಾಗಿ ಮುಂದೂಡಲಾಗಿತ್ತು. ರೆಹಮಾನ್ ಐಪಿಎಲ್ ವೃತ್ತಿಜೀವನ: ಕೆಕೆಆರ್ ಆಯ್ಕೆಯಾದ ನಂತರ, ಎಡಗೈ ವೇಗಿ ನ್ಯೂಜಿಲೆಂಡ್ ವಿರುದ್ಧ ತವರಿನ ಸರಣಿಗೆ ಅಬ್ಬರಿಸಿ ಐಪಿಎಲ್ ಪಂದ್ಯಾವಳಿಗೆ ಸಂಪೂರ್ಣವಾಗಿ ಲಭ್ಯರಿರುವರು. ಮುಸ್ತಾಫಿಜುರ್ ರೆಹಮಾನ್ ಐಪಿಎಲ್ ಪ್ರವೇಶದ ನಂತರ ರೆಹಮಾನ್ ಐಪಿಎಲ್ 2025 ರ ಟೂರ್ನಿಯಲ್ಲಿ 60 ಪಂದ್ಯಗಳನ್ನು ಆಡಿದ್ದು, 65 ವಿಕೆಟ್ ಪಡೆದಿದ್ದಾರೆ. ಈ ಹಿಂದೆ ಸನ್ ರೈಸರ್ಸ್ ಹೈದರಾಬಾದ್, ಮುಂಬೈ ಇಂಡಿಯನ್ಸ್, ರಾಜಸ್ಥಾನ್ ರಾಯಲ್ಸ್, ಡೆಲ್ಲಿ ಕ್ಯಾಪಿಟಲ್ಸ್ ಮತ್ತು ಚೆನ್ನೈ ಸೂಪರ್ ಕಿಂಗ್ಸ್ ಪರ ಆಡಿದ್ದಾರೆ.: [848, 1054, 1115, 1456]
cricket-column-4: [848, 1050, 1115, 1752]
cricket-text-3: ಹಲವಾರು ರಾಜಕೀಯ ವ್ಯಕ್ತಿಗಳು ರಾಷ್ಟ್ರೀಯ ಭಾವನೆಗಳನ್ನು ಪರಿಗಣಿಸದೆ ಕೆಕೆಆರ್ ಬಾಂಗ್ಲಾ ಆಟಗಾರನನ್ನು ಆಯ್ಕೆ ಮಾಡಿದೆ ಎಂದು ಆರೋಪಿಸಿದರು. ಶಾರುಖ್ ಖಾನ್ ಮತ್ತು ಕೆಕೆಆರ್ ವಿರುದ್ಧ ವಾಗ್ದಾಳಿ ನಡೆಸಿದರು. ಕಳೆದ ತಿಂಗಳು ಮೈಮೆನ್ಸಿಂಗ್ ನಲ್ಲಿ ಹಿಂದೂ ವ್ಯಕ್ತಿ ದೀಪು ಚಂದ್ರ ದಾಸ್ ಅವರ ಸಾವಿನ ನಂತರ ಭಾರತ ಮತ್ತು ಬಾಂಗ್ಲಾದೇಶದ ನಡುವಿನ ಸಂಬಂಧಗಳು ಬಿಗಡಾಯಿಸುತ್ತಿವೆ. ಇದೇ ಬಾಂಗ್ಲಾದೇಶದಲ್ಲಿ ಹಿಂದೂಗಳ ವಿರುದ್ಧ ನಡೆದ ಹಲವು ಹಿಂಸಾಚಾರದ ಘಟನೆಗಳು ವರದಿಯಾಗಿವೆ. ಅದಕ್ಕಾಗಿಯೇ ರೆಹಮಾನ್ ಅವರನ್ನು ಟೂರ್ನಿಯಿಂದ ಹೊರಗಿಡಬೇಕೆಂದು ಒತ್ತಾಯಿಸಲಾಗಿದೆ. ಬಿಜೆಪಿ ನಾಯಕ ಸಂಗೀತ್ ಸೋಮ್ ಅವರು ಬಾಲಿವುಡ್ ಸೂಪರ್ ಸ್ಟಾರ್ ಶಾರುಖ್ ಖಾನ್ ಅವರನ್ನು ಬಾಂಗ್ಲಾದೇಶದ ಆಟಗಾರನನ್ನು: [584, 1388, 838, 1676]
newyear-text-2: ಯೋಜಿತವಾಗಿ ಮಾಡುವುದು ಮತ್ತು ಸಮಯ ವ್ಯರ್ಥ ಮಾಡದಿರುವುದು ಯಶಸ್ಸಿನ ಮೊದಲ ಮೆಟ್ಟಿಲು. ಆರ್ಥಿಕ ಶಿಸ್ತು ಮತ್ತು ಭವಿಷ್ಯದ ಭದ್ರತೆ: 'ಸಂಪತ್ತು ಇರುವಲ್ಲಿ ಮಾತ್ರ ಗೌರವವಿರುತ್ತದೆ' ಎಂಬುದು ಚಾಣಕ್ಯರ ಮಾತು. ಅನಗತ್ಯ ಖರ್ಚು ಮತ್ತು ದುಂದು ವೆಚ್ಚ ಹಾನಿಕರ. ಜ್ಯೋತಿಷ್ಯದಲ್ಲಿ ಶುಕ್ರ ಮತ್ತು ಗುರು ಗ್ರಹಗಳು ಸಂಪತ್ತನ್ನು ಸೂಚಿಸುತ್ತವೆ. ಈ ಗ್ರಹಗಳ ಕೃಪೆ ಸದಾ ಇರಬೇಕೆಂದರೆ ಗಳಿಸಿದ್ದರಲ್ಲಿ ಒಂದು ಭಾಗವನ್ನು ಉಳಿತಾಯ ಮಾಡುವ ಅಭ್ಯಾಸ ಬೆಳೆಸಿಕೊಳ್ಳಬೇಕು. ಕಷ್ಟಕಾಲಕ್ಕೆಂದು ಹಣವನ್ನು ಕೂಡಿಡುವುದು ಬುದ್ಧಿವಂತಿಕೆಯ ಲಕ್ಷಣ. ನವಗ್ರಹ ಶಾಂತಿ ಮತ್ತು ಮಾತು: ನಿಮ್ಮ ಮಾತು ಇತರರನ್ನು ಆಕರ್ಷಿಸುವುದರ ಜೊತೆಗೆ ಶಾಂತಿಯನ್ನೂ ತರುತ್ತದೆ. ಜ್ಯೋತಿಷ್ಯದಲ್ಲಿ ಬುಧ ಗ್ರಹವು ವಾಣಿಯನ್ನು ನಿಯಂತ್ರಿಸುತ್ತದೆ.: [319, 1918, 599, 2153]
page-number: ಪುಟ–04: [1418, 42, 1494, 69]
column-divider: [1206, 220, 1207, 948]
newyear-text-4: ಅನುಭವವನ್ನು ಗೌರವಿಸುವುದು ನಿಮ್ಮ ಪ್ರಗತಿಗೆ ಪೂರಕವಾಗಲಿದೆ. ಗ್ರಹಗತಿಗಳು ಎಷ್ಟೇ ಅನುಕೂಲಕರವಾಗಿದ್ದರೂ, ಮನುಷ್ಯನ ಸ್ವಪ್ರಯತ್ನ ಮತ್ತು ವಿವೇಕವಿಲ್ಲದಿದ್ದರೆ ಯಶಸ್ಸು ಲಭಿಸುವುದು ಕಷ್ಟ. ಜೀವನದ ಸರ್ವಕಾಲಿಕ ಸತ್ಯ: ಆದ್ದರಿಂದ, 2026ರಲ್ಲಿ ನಿಮ್ಮ ಗುರಿಯತ್ತ ದೃಢವಾದ ಹೆಜ್ಜೆ ಇಡಿ. ಚಾಣಕ್ಯರ ನೀತಿ ಮತ್ತು ಜ್ಯೋತಿಷ್ಯದ ಸಮನ್ವಯದಿಂದ ನಿಮ್ಮ ಜೀವನವನ್ನು ಸುಂದರವಾಗಿಸಿಕೊಳ್ಳಿ. ಈ ನೀತಿಗಳು ಜೀವನದಲ್ಲಿ ಬರುವ ಪ್ರತಿಯೊಂದು ಸವಾಲನ್ನು ಸುಲಭವಾಗಿ ಎದುರಿಸಲು ಸಹಾಯ ಮಾಡುತ್ತವೆ. ಅವು ಜೀವನದ ಸಾರ್ವಕಾಲಿಕ ಸತ್ಯಗಳು. 2026ರಲ್ಲಿ ಜ್ಯೋತಿಷ್ಯ ಫಲಗಳು ಹೇಗೇ ಇದ್ದರೂ, ಈ ನೀತಿಗಳನ್ನು ಪಾಲಿಸುವುದರಿಂದ ಮಾನಸಿಕ ಧೈರ್ಯ ಮತ್ತು ಸ್ಥಿರತೆ ಲಭಿಸುತ್ತದೆ. (ಸ್ಪಷ್ಟನೆ: ಇಲ್ಲಿ ನೀಡಲಾದ ಮಾಹಿತಿಯು ಜ್ಯೋತಿಷ್ಯ ಶಾಸ್ತ್ರ ಮತ್ತು ನಂಬಿಕೆಗಳನ್ನು ಆಧರಿಸಿದೆ. ಇದಕ್ಕೆ ಪ್ರಜಾ ನಾಯಕ ಜವಾಬ್ದಾರಿಯಲ್ಲ.): [895, 1782, 1164, 2083]
lead-text-3: ಗಾಂಧೀಜಿಯವರನ್ನು ಕೊಂದು ಹಾಕಿದ್ದಾರೆ ಎಂದು ಮುಖ್ಯಮಂತ್ರಿ ಸಿದ್ದರಾಮಯ್ಯ ದೂರಿದರು. ನರೇಗಾ ಕಾಯ್ದೆ ಪ್ರಕಾರ ಜನಸಾಮಾನ್ಯರು, ಕೂಲಿ ಕಾರ್ಮಿಕರು ಕೃಷಿ ಕಾರ್ಮಿಕರು ತಮ್ಮ ಹಳ್ಳಿಯಲ್ಲೇ ಕೆಲಸ ಮಾಡಬಹುದಿತ್ತು. ಹಳ್ಳಿಗಳಲ್ಲಿ ಉದ್ಯೋಗ ಸೃಷ್ಟಿಯಾಗುತ್ತಿತ್ತು. ಗ್ರಾಮ ಪಂಚಾಯ್ತಿಗಳಿಗೆ ಅಧಿಕಾರ ಇತ್ತು. ಈಗ ಎಲ್ಲವನ್ನೂ ಕೇಂದ್ರ ಸರ್ಕಾರ ನಿರ್ಧರಿಸಲಿದೆ. ಕೇಂದ್ರ ಸರ್ಕಾರ ಯಾವ ಪಂಚಾಯ್ತಿಗೆ ಕೆಲಸ ಎಂಬುದನ್ನು ತೀರ್ಮಾನಿಸುತ್ತದೆ. ಇದು ಸಂವಿಧಾನ ವಿರೋಧಿ ಕ್ರಮ ಎಂದರು. ಹೊಸ ಕಾಯ್ದೆ ಪ್ರಕಾರ ಕೇಂದ್ರ ಶೇ. 60 ರಾಜ್ಯ ಶೇ. 40 ರಷ್ಟು ಅನುದಾನ ಭರಿಸಬೇಕು. ರಾಜ್ಯಗಳ ಮೇಲೆ ಹೆಚ್ಚು ಹೊರೆ ಬೀಳಲಿದೆ. ಹಳ್ಳಿಗಳ ಕಡೆ ಗಮನ ಕೊಡುವುದನ್ನು ಕೇಂದ್ರ ಕಡಿಮೆ ಮಾಡಿದೆ. ಕೃಷಿ ಚಟುವಟಿಕೆಯ ಅವಧಿಯಲ್ಲಿ 60 ದಿನ ಯೋಜನೆ ನಿಲ್ಲಲಿದೆ. ಉದ್ಯೋಗದ ಹಕ್ಕು ನಿರಾಕರಣೆ ಮಾಡಲಾಗಿದೆ. ಇದು ಜನವಿರೋಧಿ ಎಂದು ಮುಖ್ಯಮಂತ್ರಿ ಸಿದ್ದರಾಮಯ್ಯ ಹೇಳಿದರು. ಮನರೇಗಾ ಕಾಯ್ದೆಯಡಿ ಕನಿಷ್ಠ 100 ದಿನ ಕೆಲಸ ನೀಡಬೇಕಿತ್ತು. ಹಳೇ ನರೇಗಾ ಕಾಯ್ದೆಯನ್ನು ಜಾರಿಗೊಳಿಸಿ ದಲಿತರು, ಮಹಿಳೆಯರ ಉದ್ಯೋಗದ: [622, 413, 903, 770]
newyear-column-1: [30, 1915, 311, 2294]
newyear-column-4: [895, 1779, 1164, 2294]
issue-date: 05–01–2026: [665, 33, 930, 78]
cricket-column-3: [584, 1384, 838, 1752]
lokayukta-text: [1132, 1109, 1485, 1746]
